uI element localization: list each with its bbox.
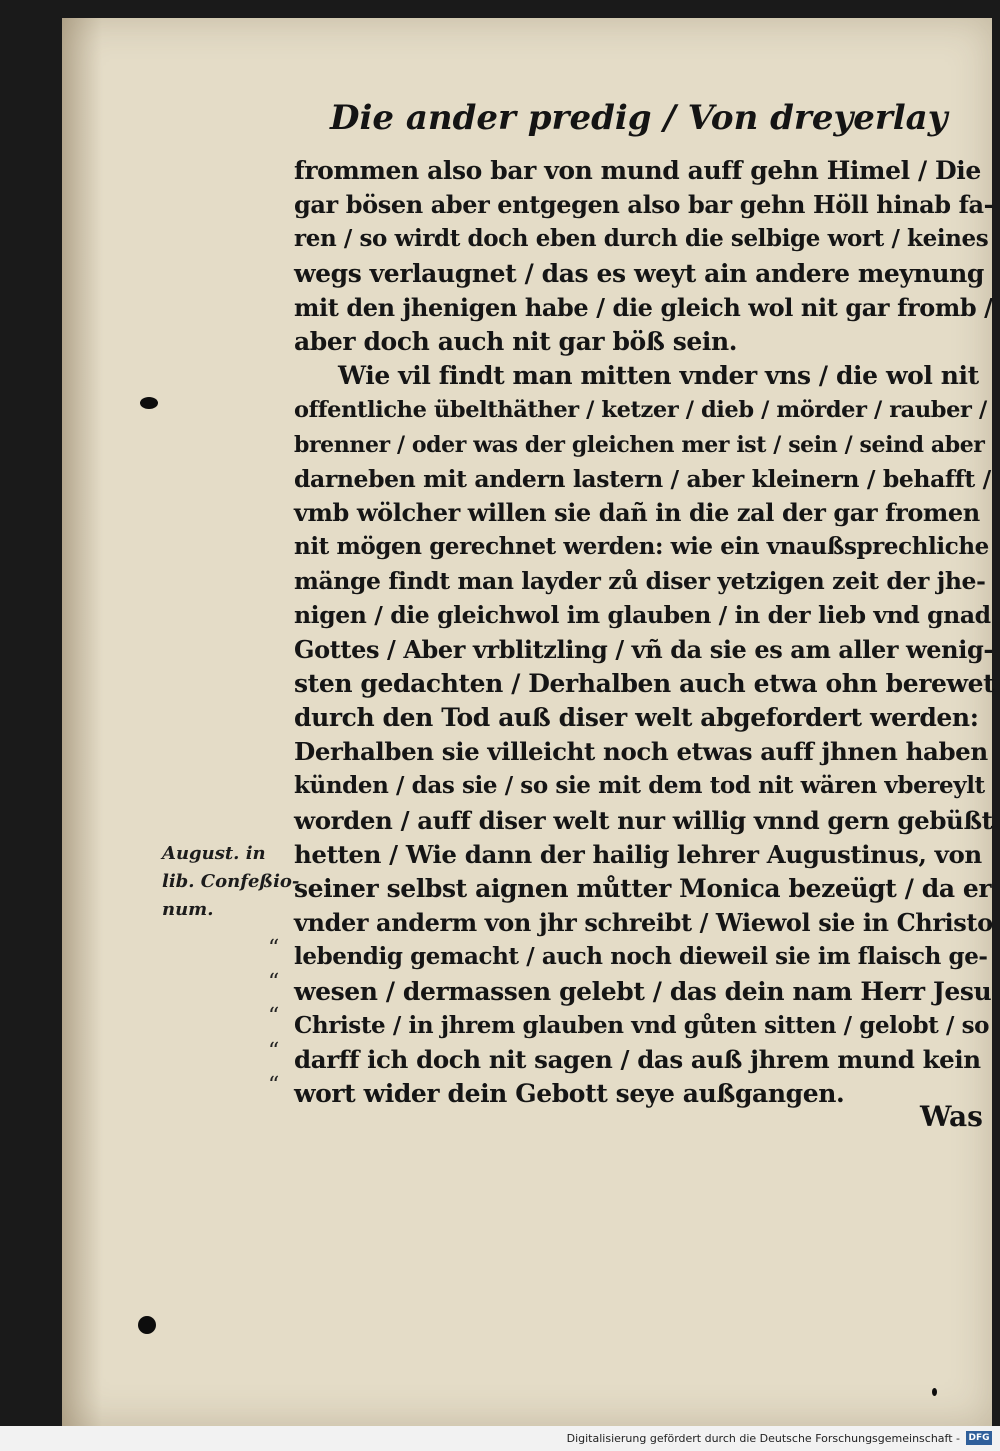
text-line: lebendig gemacht / auch noch dieweil sie im flaisch ge-: [294, 943, 988, 971]
text-line: durch den Tod auß diser welt abgefordert werden:: [294, 703, 979, 732]
text-line: künden / das sie / so sie mit dem tod nit wären vbereylt: [294, 772, 985, 800]
text-line: seiner selbst aignen můtter Monica bezeügt / da er: [294, 873, 992, 903]
marginal-note-line: lib. Confeßio-: [162, 871, 300, 892]
text-line: nigen / die gleichwol im glauben / in der lieb vnd gnad: [294, 601, 991, 630]
quote-mark: “: [268, 1038, 280, 1064]
text-line: ren / so wirdt doch eben durch die selbige wort / keines: [294, 225, 989, 253]
text-line: hetten / Wie dann der hailig lehrer Augustinus, von: [294, 839, 982, 869]
text-line: gar bösen aber entgegen also bar gehn Höll hinab fa-: [294, 190, 994, 220]
text-line: sten gedachten / Derhalben auch etwa ohn berewet: [294, 668, 995, 698]
text-line: Christe / in jhrem glauben vnd gůten sitten / gelobt / so: [294, 1011, 990, 1039]
marginal-note-line: August. in: [162, 843, 266, 864]
ink-spot: [932, 1388, 937, 1396]
text-line: nit mögen gerechnet werden: wie ein vnaußsprechliche: [294, 533, 989, 561]
text-line: mit den jhenigen habe / die gleich wol nit gar fromb /: [294, 292, 993, 322]
quote-mark: “: [268, 1004, 280, 1030]
running-head: Die ander predig / Von dreyerlay: [330, 98, 948, 138]
quote-mark: “: [268, 970, 280, 996]
marginal-note-line: num.: [162, 899, 214, 920]
text-line: mänge findt man layder zů diser yetzigen zeit der jhe-: [294, 567, 986, 596]
page-gutter-shadow: [62, 18, 102, 1426]
text-line: brenner / oder was der gleichen mer ist / sein / seind aber: [294, 431, 985, 458]
text-line: darneben mit andern lastern / aber kleinern / behafft /: [294, 464, 991, 493]
text-line: worden / auff diser welt nur willig vnnd gern gebüßt: [294, 805, 993, 835]
text-line: wesen / dermassen gelebt / das dein nam Herr Jesu: [294, 976, 992, 1006]
text-line: Derhalben sie villeicht noch etwas auff jhnen haben: [294, 737, 988, 767]
text-line: wort wider dein Gebott seye außgangen.: [294, 1079, 845, 1109]
text-line: vmb wölcher willen sie dañ in die zal der gar fromen: [294, 497, 980, 527]
text-line: vnder anderm von jhr schreibt / Wiewol sie in Christo: [294, 908, 993, 938]
text-line: darff ich doch nit sagen / das auß jhrem mund kein: [294, 1044, 981, 1074]
body-text: [294, 154, 994, 1111]
quote-mark: “: [268, 1072, 280, 1098]
text-line: frommen also bar von mund auff gehn Himel / Die: [294, 156, 981, 185]
text-line: Gottes / Aber vrblitzling / vñ da sie es am aller wenig-: [294, 634, 993, 664]
dfg-logo-icon: DFG: [966, 1431, 992, 1445]
text-line: offentliche übelthäther / ketzer / dieb / mörder / rauber /: [294, 397, 987, 424]
quote-mark: “: [268, 936, 280, 961]
marginal-note: [162, 840, 300, 924]
funding-credit: Digitalisierung gefördert durch die Deutsche Forschungsgemeinschaft -: [566, 1432, 960, 1445]
text-line: wegs verlaugnet / das es weyt ain andere meynung: [294, 258, 984, 288]
text-line-paragraph-start: Wie vil findt man mitten vnder vns / die wol nit: [338, 361, 979, 391]
catchword: Was: [920, 1100, 983, 1133]
footer-bar: [0, 1426, 1000, 1451]
quotation-marks-column: [268, 932, 292, 1103]
ink-spot: [138, 1316, 156, 1334]
ink-spot: [140, 397, 158, 409]
text-line: aber doch auch nit gar böß sein.: [294, 326, 738, 356]
